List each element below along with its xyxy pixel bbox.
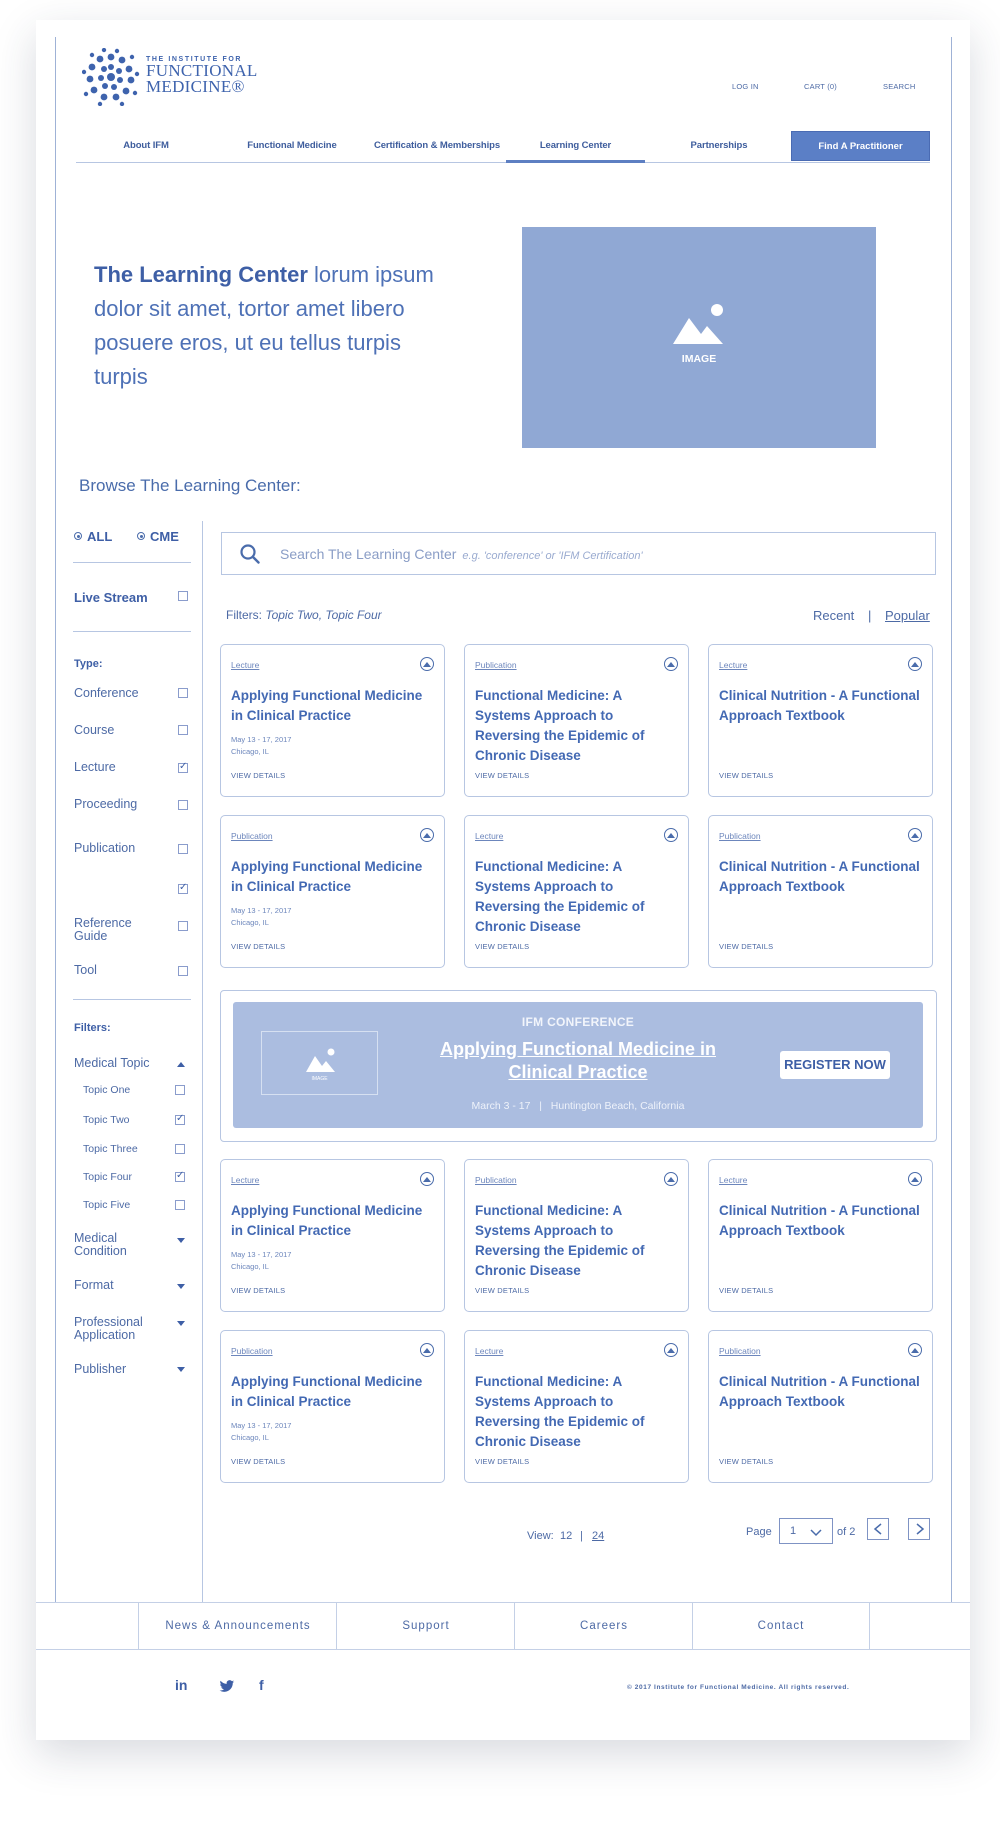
chevron-down-icon xyxy=(810,1529,822,1537)
chevron-down-icon[interactable] xyxy=(177,1367,185,1372)
card-title[interactable]: Applying Functional Medicine in Clinical Practice xyxy=(231,859,423,894)
sort-recent[interactable]: Recent xyxy=(813,608,855,623)
banner-image-label: IMAGE xyxy=(311,1076,328,1082)
format-toggle[interactable]: Format xyxy=(74,1278,114,1292)
result-card[interactable] xyxy=(220,1330,445,1483)
image-placeholder-icon xyxy=(673,304,725,344)
result-card[interactable] xyxy=(708,815,933,968)
view-label: View: xyxy=(527,1530,554,1542)
card-date: May 13 - 17, 2017 xyxy=(231,735,292,744)
find-practitioner-button[interactable]: Find A Practitioner xyxy=(791,131,930,161)
result-card[interactable] xyxy=(708,1159,933,1312)
image-placeholder-icon xyxy=(306,1048,336,1072)
active-filters-value: Topic Two, Topic Four xyxy=(265,608,382,622)
topic-three-checkbox[interactable] xyxy=(175,1144,185,1154)
footer-contact-link[interactable]: Contact xyxy=(692,1603,870,1649)
card-type[interactable]: Lecture xyxy=(719,1175,748,1185)
result-card[interactable] xyxy=(220,1159,445,1312)
hero-heading xyxy=(94,258,454,394)
logo-wordmark xyxy=(146,56,258,95)
card-date: May 13 - 17, 2017 xyxy=(231,1421,292,1430)
card-type[interactable]: Publication xyxy=(475,1175,517,1185)
main-nav xyxy=(76,130,930,163)
publisher-toggle[interactable]: Publisher xyxy=(74,1362,127,1376)
image-icon xyxy=(664,828,678,842)
radio-all-label: ALL xyxy=(87,529,113,544)
image-icon xyxy=(420,828,434,842)
card-date: May 13 - 17, 2017 xyxy=(231,906,292,915)
view-separator: | xyxy=(580,1530,583,1542)
banner-meta-separator: | xyxy=(539,1100,542,1112)
view-details-link[interactable]: VIEW DETAILS xyxy=(719,942,774,951)
footer-support-link[interactable]: Support xyxy=(336,1603,515,1649)
radio-cme-dot-icon xyxy=(137,532,145,540)
chevron-down-icon[interactable] xyxy=(177,1238,185,1243)
topic-four-checkbox[interactable] xyxy=(175,1172,185,1182)
view-details-link[interactable]: VIEW DETAILS xyxy=(475,1286,530,1295)
topic-four-label: Topic Four xyxy=(83,1171,133,1183)
type-tool-checkbox[interactable] xyxy=(178,966,188,976)
nav-functional-medicine[interactable]: Functional Medicine xyxy=(247,140,337,151)
topic-two-checkbox[interactable] xyxy=(175,1115,185,1125)
topic-five-checkbox[interactable] xyxy=(175,1200,185,1210)
chevron-left-icon xyxy=(873,1523,883,1535)
type-reference-guide-label: Reference Guide xyxy=(74,916,132,943)
card-title[interactable]: Applying Functional Medicine in Clinical Practice xyxy=(231,688,423,723)
image-icon xyxy=(664,1172,678,1186)
sidebar-divider xyxy=(202,521,203,1602)
medical-topic-toggle[interactable]: Medical Topic xyxy=(74,1056,150,1070)
card-title[interactable]: Functional Medicine: A Systems Approach to Reversing the Epidemic of Chronic Disease xyxy=(475,1203,645,1278)
page-of-label: of 2 xyxy=(837,1526,856,1538)
view-12-option[interactable]: 12 xyxy=(560,1530,573,1542)
chevron-right-icon xyxy=(915,1523,925,1535)
sort-popular[interactable]: Popular xyxy=(885,608,930,623)
banner-title-link[interactable]: Applying Functional Medicine in Clinical Practice xyxy=(439,1039,716,1082)
image-icon xyxy=(908,1172,922,1186)
card-title[interactable]: Clinical Nutrition - A Functional Approach Textbook xyxy=(719,1203,920,1238)
chevron-up-icon[interactable] xyxy=(177,1062,185,1067)
type-publication-checkbox[interactable] xyxy=(178,844,188,854)
medical-condition-toggle[interactable]: Medical Condition xyxy=(74,1231,127,1258)
image-icon xyxy=(908,828,922,842)
result-card[interactable] xyxy=(464,1330,689,1483)
card-title[interactable]: Functional Medicine: A Systems Approach to Reversing the Epidemic of Chronic Disease xyxy=(475,859,645,934)
search-input[interactable] xyxy=(221,532,936,575)
result-card[interactable] xyxy=(464,815,689,968)
page-select[interactable] xyxy=(779,1518,833,1544)
banner-image xyxy=(261,1031,378,1095)
search-link[interactable]: SEARCH xyxy=(883,82,916,91)
promo-banner xyxy=(233,1002,923,1128)
hero-title-rest: lorum ipsum dolor sit amet, tortor amet libero posuere eros, ut eu tellus turpis turpis xyxy=(94,262,434,389)
card-title[interactable]: Clinical Nutrition - A Functional Approach Textbook xyxy=(719,859,920,894)
hero-image xyxy=(522,227,876,448)
card-title[interactable]: Clinical Nutrition - A Functional Approach Textbook xyxy=(719,688,920,723)
nav-partnerships[interactable]: Partnerships xyxy=(690,140,748,151)
card-title[interactable]: Clinical Nutrition - A Functional Approach Textbook xyxy=(719,1374,920,1409)
card-title[interactable]: Functional Medicine: A Systems Approach to Reversing the Epidemic of Chronic Disease xyxy=(475,688,645,763)
browse-heading: Browse The Learning Center: xyxy=(79,476,301,495)
type-conference-label: Conference xyxy=(74,686,139,700)
type-proceeding-checkbox[interactable] xyxy=(178,800,188,810)
search-placeholder-text: Search The Learning Center xyxy=(280,546,457,562)
twitter-icon[interactable] xyxy=(219,1680,235,1693)
type-proceeding-label: Proceeding xyxy=(74,797,138,811)
active-filters-label: Filters: xyxy=(226,608,262,622)
card-title[interactable]: Applying Functional Medicine in Clinical Practice xyxy=(231,1374,423,1409)
nav-about-ifm[interactable]: About IFM xyxy=(123,140,169,151)
view-details-link[interactable]: VIEW DETAILS xyxy=(231,1457,286,1466)
register-now-button[interactable]: REGISTER NOW xyxy=(780,1051,890,1079)
result-card[interactable] xyxy=(708,1330,933,1483)
card-title[interactable]: Functional Medicine: A Systems Approach to Reversing the Epidemic of Chronic Disease xyxy=(475,1374,645,1449)
card-meta xyxy=(231,1420,291,1444)
view-details-link[interactable]: VIEW DETAILS xyxy=(475,942,530,951)
view-details-link[interactable]: VIEW DETAILS xyxy=(231,942,286,951)
logo-mark-icon xyxy=(82,48,140,106)
topic-one-label: Topic One xyxy=(83,1084,131,1096)
banner-location: Huntington Beach, California xyxy=(550,1100,685,1112)
radio-all-dot-icon xyxy=(74,532,82,540)
chevron-down-icon[interactable] xyxy=(177,1284,185,1289)
hero-image-label: IMAGE xyxy=(681,353,717,365)
card-date: May 13 - 17, 2017 xyxy=(231,1250,292,1259)
logo-line-1: FUNCTIONAL xyxy=(146,61,258,80)
radio-all[interactable] xyxy=(74,529,112,544)
type-course-label: Course xyxy=(74,723,115,737)
copyright: © 2017 Institute for Functional Medicine. All rights reserved. xyxy=(627,1684,850,1691)
topic-three-label: Topic Three xyxy=(83,1143,138,1155)
search-placeholder xyxy=(280,546,643,562)
card-meta xyxy=(231,1249,291,1273)
logo-line-2: MEDICINE® xyxy=(146,77,245,96)
card-type[interactable]: Lecture xyxy=(231,1175,260,1185)
live-stream-label: Live Stream xyxy=(74,590,148,605)
card-type[interactable]: Publication xyxy=(231,831,273,841)
footer-news-link[interactable]: News & Announcements xyxy=(138,1603,337,1649)
image-icon xyxy=(420,657,434,671)
topic-one-checkbox[interactable] xyxy=(175,1085,185,1095)
search-example-text: e.g. 'conference' or 'IFM Certification' xyxy=(462,550,643,562)
result-card[interactable] xyxy=(708,644,933,797)
linkedin-icon[interactable]: in xyxy=(175,1677,188,1693)
view-details-link[interactable]: VIEW DETAILS xyxy=(719,1457,774,1466)
type-heading: Type: xyxy=(74,658,103,670)
hero-title-bold: The Learning Center xyxy=(94,262,308,287)
view-details-link[interactable]: VIEW DETAILS xyxy=(231,771,286,780)
result-card[interactable] xyxy=(220,815,445,968)
card-type[interactable]: Publication xyxy=(231,1346,273,1356)
type-reference-guide-checkbox[interactable] xyxy=(178,921,188,931)
footer-careers-link[interactable]: Careers xyxy=(514,1603,693,1649)
type-course-checkbox[interactable] xyxy=(178,725,188,735)
type-conference-checkbox[interactable] xyxy=(178,688,188,698)
card-type[interactable]: Lecture xyxy=(475,831,504,841)
image-icon xyxy=(664,657,678,671)
topic-five-label: Topic Five xyxy=(83,1199,131,1211)
type-unlabeled-checkbox[interactable] xyxy=(178,884,188,894)
topic-two-label: Topic Two xyxy=(83,1114,130,1126)
card-type[interactable]: Lecture xyxy=(231,660,260,670)
type-publication-label: Publication xyxy=(74,841,136,855)
image-icon xyxy=(420,1343,434,1357)
card-location: Chicago, IL xyxy=(231,918,269,927)
image-icon xyxy=(420,1172,434,1186)
radio-cme-label: CME xyxy=(150,529,179,544)
prev-page-button[interactable] xyxy=(867,1518,889,1540)
result-card[interactable] xyxy=(464,644,689,797)
facebook-icon[interactable]: f xyxy=(259,1677,264,1693)
radio-cme[interactable] xyxy=(137,529,179,544)
sidebar-separator xyxy=(73,631,191,632)
view-24-option[interactable]: 24 xyxy=(592,1530,605,1542)
view-details-link[interactable]: VIEW DETAILS xyxy=(719,1286,774,1295)
card-location: Chicago, IL xyxy=(231,1433,269,1442)
card-location: Chicago, IL xyxy=(231,747,269,756)
chevron-down-icon[interactable] xyxy=(177,1321,185,1326)
page-label: Page xyxy=(746,1526,772,1538)
type-lecture-checkbox[interactable] xyxy=(178,763,188,773)
view-details-link[interactable]: VIEW DETAILS xyxy=(475,1457,530,1466)
image-icon xyxy=(908,1343,922,1357)
banner-meta xyxy=(233,1100,923,1112)
card-type[interactable]: Lecture xyxy=(475,1346,504,1356)
sort-divider: | xyxy=(868,608,872,623)
search-icon xyxy=(239,543,261,565)
view-details-link[interactable]: VIEW DETAILS xyxy=(719,771,774,780)
card-type[interactable]: Lecture xyxy=(719,660,748,670)
professional-application-toggle[interactable]: Professional Application xyxy=(74,1315,143,1342)
next-page-button[interactable] xyxy=(908,1518,930,1540)
image-icon xyxy=(664,1343,678,1357)
type-lecture-label: Lecture xyxy=(74,760,116,774)
card-meta xyxy=(231,734,291,758)
page-select-value: 1 xyxy=(790,1525,797,1537)
result-card[interactable] xyxy=(464,1159,689,1312)
footer-links xyxy=(36,1602,970,1650)
image-icon xyxy=(908,657,922,671)
banner-dates: March 3 - 17 xyxy=(471,1100,531,1112)
card-type[interactable]: Publication xyxy=(475,660,517,670)
nav-certification[interactable]: Certification & Memberships xyxy=(373,140,501,151)
card-location: Chicago, IL xyxy=(231,1262,269,1271)
card-type[interactable]: Publication xyxy=(719,831,761,841)
ifm-logo[interactable] xyxy=(82,48,282,106)
filters-heading: Filters: xyxy=(74,1022,111,1034)
type-tool-label: Tool xyxy=(74,963,97,977)
card-meta xyxy=(231,905,291,929)
sidebar-separator xyxy=(73,562,191,563)
nav-learning-center[interactable]: Learning Center xyxy=(506,130,645,163)
active-filters xyxy=(226,608,382,622)
result-card[interactable] xyxy=(220,644,445,797)
view-details-link[interactable]: VIEW DETAILS xyxy=(231,1286,286,1295)
card-type[interactable]: Publication xyxy=(719,1346,761,1356)
sidebar-separator xyxy=(73,999,191,1000)
logo-small-text: THE INSTITUTE FOR xyxy=(146,56,243,63)
view-details-link[interactable]: VIEW DETAILS xyxy=(475,771,530,780)
banner-kicker: IFM CONFERENCE xyxy=(521,1015,635,1029)
cart-link[interactable]: CART (0) xyxy=(804,82,837,91)
login-link[interactable]: LOG IN xyxy=(732,82,759,91)
live-stream-checkbox[interactable] xyxy=(178,591,188,601)
card-title[interactable]: Applying Functional Medicine in Clinical Practice xyxy=(231,1203,423,1238)
